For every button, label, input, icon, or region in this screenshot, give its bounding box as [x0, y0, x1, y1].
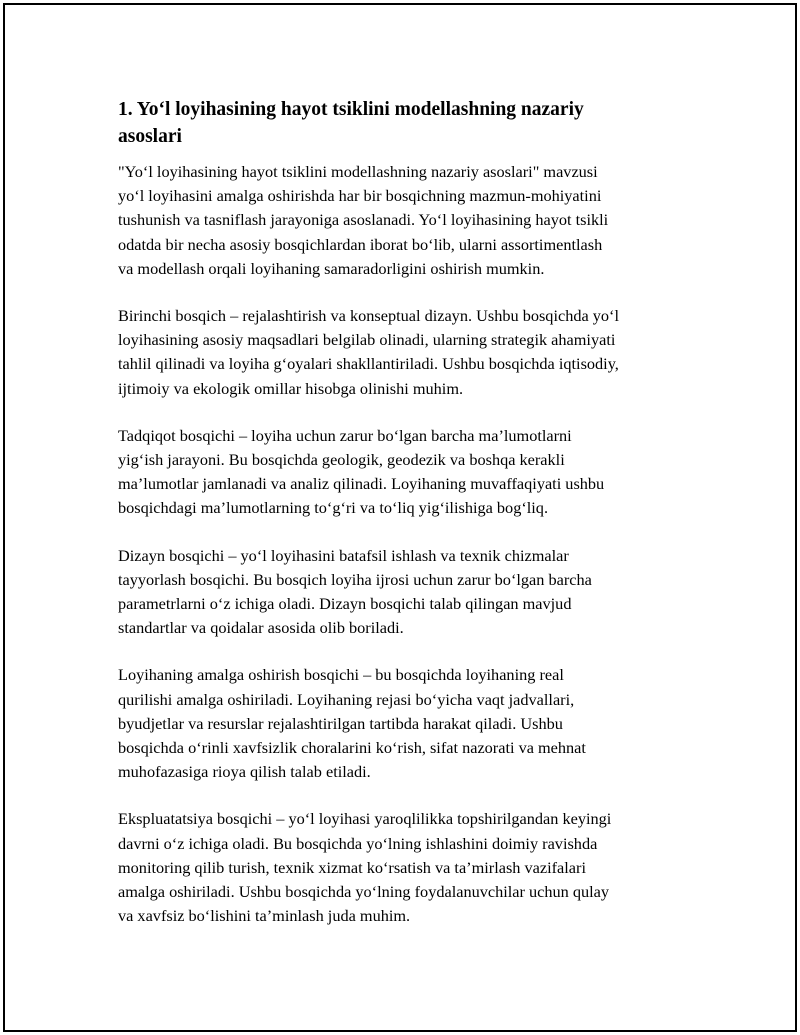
paragraph-planning: [118, 304, 698, 401]
text-line: muhofazasiga rioya qilish talab etiladi.: [118, 762, 371, 782]
text-line: bosqichdagi ma’lumotlarning to‘g‘ri va to‘liq yig‘ilishiga bog‘liq.: [118, 498, 549, 518]
paragraph-research: [118, 424, 698, 521]
text-line: va xavfsiz bo‘lishini ta’minlash juda muhim.: [118, 906, 411, 926]
text-line: byudjetlar va resurslar rejalashtirilgan tartibda harakat qiladi. Ushbu: [118, 713, 563, 733]
text-line: tushunish va tasniflash jarayoniga asoslanadi. Yo‘l loyihasining hayot tsikli: [118, 210, 609, 230]
heading-line: asoslari: [118, 126, 182, 147]
text-line: parametrlarni o‘z ichiga oladi. Dizayn bosqichi talab qilingan mavjud: [118, 594, 572, 614]
heading-line: 1. Yo‘l loyihasining hayot tsiklini modellashning nazariy: [118, 99, 584, 120]
text-line: Birinchi bosqich – rejalashtirish va konseptual dizayn. Ushbu bosqichda yo‘l: [118, 306, 620, 326]
text-line: odatda bir necha asosiy bosqichlardan iborat bo‘lib, ularni assortimentlash: [118, 234, 603, 254]
text-line: standartlar va qoidalar asosida olib boriladi.: [118, 618, 404, 638]
text-line: monitoring qilib turish, texnik xizmat ko‘rsatish va ta’mirlash vazifalari: [118, 857, 586, 877]
text-line: ijtimoiy va ekologik omillar hisobga olinishi muhim.: [118, 378, 464, 398]
text-line: tahlil qilinadi va loyiha g‘oyalari shakllantiriladi. Ushbu bosqichda iqtisodiy,: [118, 354, 619, 374]
text-line: Ekspluatatsiya bosqichi – yo‘l loyihasi yaroqlilikka topshirilgandan keyingi: [118, 809, 612, 829]
text-line: yig‘ish jarayoni. Bu bosqichda geologik, geodezik va boshqa kerakli: [118, 450, 565, 470]
text-line: bosqichda o‘rinli xavfsizlik choralarini ko‘rish, sifat nazorati va mehnat: [118, 738, 586, 758]
text-line: Tadqiqot bosqichi – loyiha uchun zarur bo‘lgan barcha ma’lumotlarni: [118, 425, 572, 445]
text-line: loyihasining asosiy maqsadlari belgilab olinadi, ularning strategik ahamiyati: [118, 330, 616, 350]
text-line: Dizayn bosqichi – yo‘l loyihasini batafsil ishlash va texnik chizmalar: [118, 545, 569, 565]
text-line: davrni o‘z ichiga oladi. Bu bosqichda yo‘lning ishlashini doimiy ravishda: [118, 833, 598, 853]
text-line: amalga oshiriladi. Ushbu bosqichda yo‘lning foydalanuvchilar uchun qulay: [118, 882, 610, 902]
text-line: qurilishi amalga oshiriladi. Loyihaning rejasi bo‘yicha vaqt jadvallari,: [118, 689, 575, 709]
document-body: [118, 96, 698, 951]
text-line: Loyihaning amalga oshirish bosqichi – bu bosqichda loyihaning real: [118, 665, 564, 685]
paragraph-intro: [118, 160, 698, 281]
section-heading: [118, 96, 698, 150]
text-line: ma’lumotlar jamlanadi va analiz qilinadi. Loyihaning muvaffaqiyati ushbu: [118, 474, 605, 494]
text-line: yo‘l loyihasini amalga oshirishda har bir bosqichning mazmun-mohiyatini: [118, 186, 602, 206]
paragraph-implementation: [118, 663, 698, 784]
paragraph-design: [118, 544, 698, 641]
text-line: va modellash orqali loyihaning samaradorligini oshirish mumkin.: [118, 258, 545, 278]
text-line: tayyorlash bosqichi. Bu bosqich loyiha ijrosi uchun zarur bo‘lgan barcha: [118, 569, 592, 589]
text-line: "Yo‘l loyihasining hayot tsiklini modellashning nazariy asoslari" mavzusi: [118, 162, 598, 181]
paragraph-operation: [118, 807, 698, 928]
